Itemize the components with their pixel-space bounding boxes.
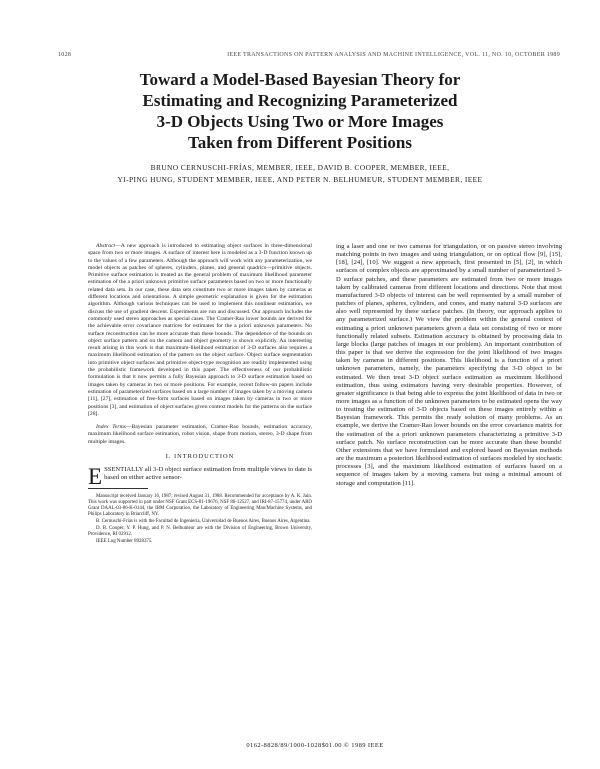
- intro-text: SSENTIALLY all 3-D object surface estimation from multiple views to date is based on either active sensor-: [104, 465, 312, 481]
- index-terms-text: —Bayesian parameter estimation, Cramer-Rao bounds, estimation accuracy, maximum likelihood surface estimation, robot vision, shape from motion, stereo, 3-D shape from multiple images.: [88, 424, 312, 445]
- paper-title: [40, 69, 560, 153]
- footnote: Manuscript received January 16, 1987; revised August 31, 1988. Recommended for acceptance by A. K. Jain. This work was supported in part under NSF Grant ECS-81-19676, NSF 86-12527, and IRI-87-15774, under ARO Grant DAAL-03-86-K-0144, the IBM Corporation, the Laboratory of Engineering Man/Machine Systems, and Philips Laboratory in Briarcliff, NY.: [88, 493, 312, 518]
- title-line: 3-D Objects Using Two or More Images: [156, 112, 444, 131]
- author-list: [60, 162, 540, 186]
- intro-paragraph: [88, 463, 312, 489]
- title-line: Estimating and Recognizing Parameterized: [142, 91, 458, 110]
- author-line: BRUNO CERNUSCHI-FRÍAS, MEMBER, IEEE, DAVID B. COOPER, MEMBER, IEEE,: [150, 163, 450, 172]
- right-column: [336, 243, 562, 488]
- index-terms-label: Index Terms: [96, 424, 126, 431]
- title-line: Taken from Different Positions: [188, 133, 412, 152]
- left-column: [88, 243, 312, 546]
- drop-cap: E: [88, 463, 103, 489]
- copyright-line: 0162-8828/89/1000-1028$01.00 © 1989 IEEE: [246, 742, 384, 749]
- footnote: D. B. Cooper, Y. P. Hung, and P. N. Belhumeur are with the Division of Engineering, Brown University, Providence, RI 02912.: [88, 526, 312, 538]
- author-line: YI-PING HUNG, STUDENT MEMBER, IEEE, AND PETER N. BELHUMEUR, STUDENT MEMBER, IEEE: [117, 175, 483, 184]
- abstract: [88, 243, 312, 446]
- section-heading: I. INTRODUCTION: [165, 453, 235, 461]
- footnote: B. Cernuschi-Frías is with the Facultad de Ingeniería, Universidad de Buenos Aires, Buenos Aires, Argentina.: [96, 519, 311, 525]
- abstract-text: —A new approach is introduced to estimating object surfaces in three-dimensional space from two or more images. A surface of interest here is modeled as a 3-D function known up to the values of a few parameters. Although the approach will work with any parameterization, we model objects as patches of spheres, cylinders, planes, and general quadrics—primitive objects. Primitive surface estimation is treated as the general problem of maximum likelihood parameter estimation of the a priori unknown primitive surface parameters based on two or more functionally related data sets. In our case, these data sets constitute two or more images taken by cameras at different locations and orientations. A simple geometric explanation is given for the estimation algorithm. Although various techniques can be used to implement this nonlinear estimation, we discuss the use of gradient descent. Experiments are run and discussed. Our approach includes the commonly used stereo approaches as special cases. The Cramer-Rao lower bounds are derived for the achievable error covariance matrices for estimates for the a priori unknown parameters. No surface reconstruction can be more accurate than these bounds. The dependence of the bounds on object surface pattern and on the camera and object geometry is shown explicitly. An interesting result arising in this work is that maximum-likelihood estimation of 3-D surfaces also requires a maximum likelihood estimation of the pattern on the object surface. Object surface segmentation into primitive object surfaces and primitive object-type recognition are readily implemented using the probabilistic framework developed in this paper. The effectiveness of our probabilistic formulation is that it now permits a fully Bayesian approach to 3-D surface estimation based on images taken by cameras in two or more positions. For example, recent follow-on papers include estimation of parameterized surfaces based on a large number of images taken by a moving camera [11], [27], estimation of free-form surfaces based on images taken by cameras in two or more positions [3], and estimation of object surfaces given context models for the patterns on the surface [28].: [88, 243, 312, 417]
- footnote: IEEE Log Number 8928375.: [96, 539, 153, 545]
- running-title: IEEE TRANSACTIONS ON PATTERN ANALYSIS AND MACHINE INTELLIGENCE, VOL. 11, NO. 10, OCTOBER 1989: [227, 52, 560, 58]
- title-line: Toward a Model-Based Bayesian Theory for: [139, 70, 461, 89]
- body-paragraph: ing a laser and one or two cameras for triangulation, or on passive stereo involving matching points in two images and using triangulation, or on optical flow [9], [15], [18], [24], [10]. We suggest a new approach, first presented in [5], [2], in which surfaces of complex objects are approximated by a small number of parameterized 3-D surface patches, and these parameters are estimated from two or more images taken by calibrated cameras from different locations and directions. Note that most manufactured 3-D objects of interest can be well represented by a small number of patches of planes, spheres, cylinders, and cones, and many natural 3-D surfaces are also well represented by these surface patches. (In theory, our approach applies to any parameterized surface.) We view the problem within the general context of estimating a priori unknown parameters given a data set consisting of two or more functionally related subsets. Estimation accuracy is obtained by processing data in large blocks (large patches of images in our problem). An important contribution of this paper is that we derive the expression for the joint likelihood of two images taken by cameras in different positions. This likelihood is a function of a priori unknown parameters, namely, the parameters specifying the 3-D object to be estimated. We then treat 3-D object surface estimation as maximum likelihood estimation, thus using estimators having very desirable properties. However, of greater significance is that being able to express the joint likelihood of data in two or more images as a function of the unknown parameters to be estimated opens the way to treating the estimation of 3-D objects based on these images entirely within a Bayesian framework. This permits the ready solution of many problems. As an example, we derive the Cramer-Rao lower bounds on the error covariance matrix for the estimation of the a priori unknown parameters characterizing a primitive 3-D surface patch. No surface reconstruction can be more accurate than these bounds! Other extensions that we have formulated and explored based on Bayesian methods are the maximum a posteriori likelihood estimation of surfaces modeled by stochastic processes [3], and the maximum likelihood estimation of surfaces based on a sequence of images taken by a moving camera but using a minimal amount of storage and computation [11].: [336, 243, 562, 487]
- page-number: 1028: [58, 52, 72, 58]
- abstract-label: Abstract: [96, 243, 116, 249]
